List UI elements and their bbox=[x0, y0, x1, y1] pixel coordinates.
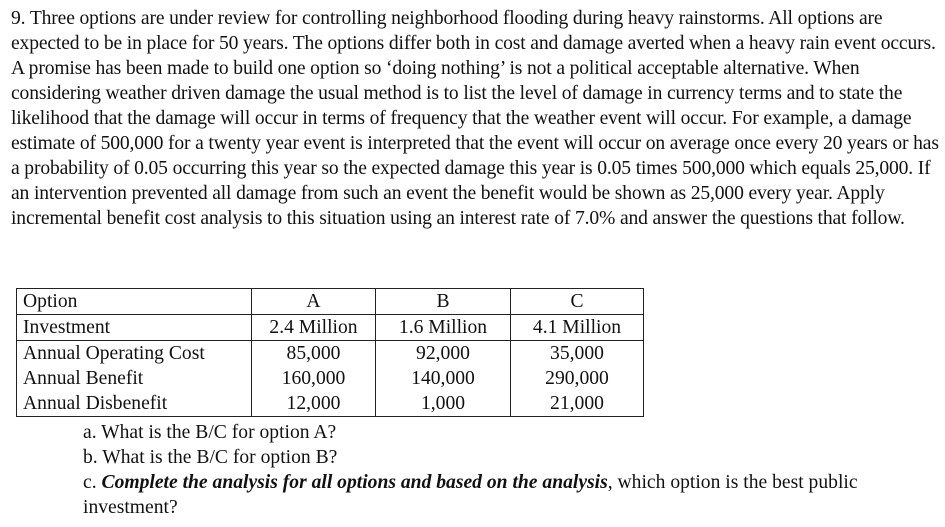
problem-statement bbox=[11, 6, 943, 231]
cell-c: 35,000 bbox=[511, 341, 644, 367]
table-row bbox=[17, 341, 644, 367]
question-b: b. What is the B/C for option B? bbox=[83, 447, 338, 468]
cell-a: 2.4 Million bbox=[252, 315, 376, 341]
header-b: B bbox=[376, 289, 511, 315]
cell-c: 21,000 bbox=[511, 391, 644, 417]
question-c-prefix: c. bbox=[83, 472, 102, 493]
table-row bbox=[17, 391, 644, 417]
table-header-row bbox=[17, 289, 644, 315]
row-label: Annual Operating Cost bbox=[17, 341, 252, 367]
question-a: a. What is the B/C for option A? bbox=[83, 422, 337, 443]
header-c: C bbox=[511, 289, 644, 315]
row-label: Annual Benefit bbox=[17, 366, 252, 391]
cell-b: 1.6 Million bbox=[376, 315, 511, 341]
question-c bbox=[83, 470, 933, 520]
options-table bbox=[16, 288, 644, 417]
question-c-emphasis: Complete the analysis for all options and based on the analysis bbox=[101, 472, 608, 493]
header-a: A bbox=[252, 289, 376, 315]
row-label: Annual Disbenefit bbox=[17, 391, 252, 417]
cell-a: 160,000 bbox=[252, 366, 376, 391]
header-option: Option bbox=[17, 289, 252, 315]
cell-c: 4.1 Million bbox=[511, 315, 644, 341]
problem-text: Three options are under review for controlling neighborhood flooding during heavy rainstorms. All options are expected to be in place for 50 years. The options differ both in cost and damage averted when a heavy rain event occurs. A promise has been made to build one option so ‘doing nothing’ is not a political acceptable alternative. When considering weather driven damage the usual method is to list the level of damage in currency terms and to state the likelihood that the damage will occur in terms of frequency that the weather event will occur. For example, a damage estimate of 500,000 for a twenty year event is interpreted that the event will occur on average once every 20 years or has a probability of 0.05 occurring this year so the expected damage this year is 0.05 times 500,000 which equals 25,000. If an intervention prevented all damage from such an event the benefit would be shown as 25,000 every year. Apply incremental benefit cost analysis to this situation using an interest rate of 7.0% and answer the questions that follow. bbox=[11, 8, 939, 229]
cell-b: 140,000 bbox=[376, 366, 511, 391]
cell-c: 290,000 bbox=[511, 366, 644, 391]
question-c-rest: , which option is the best public investment? bbox=[83, 472, 858, 518]
question-list bbox=[83, 420, 933, 520]
row-label: Investment bbox=[17, 315, 252, 341]
cell-a: 12,000 bbox=[252, 391, 376, 417]
problem-number: 9. bbox=[11, 8, 26, 29]
table-row bbox=[17, 315, 644, 341]
cell-a: 85,000 bbox=[252, 341, 376, 367]
table-row bbox=[17, 366, 644, 391]
cell-b: 1,000 bbox=[376, 391, 511, 417]
cell-b: 92,000 bbox=[376, 341, 511, 367]
